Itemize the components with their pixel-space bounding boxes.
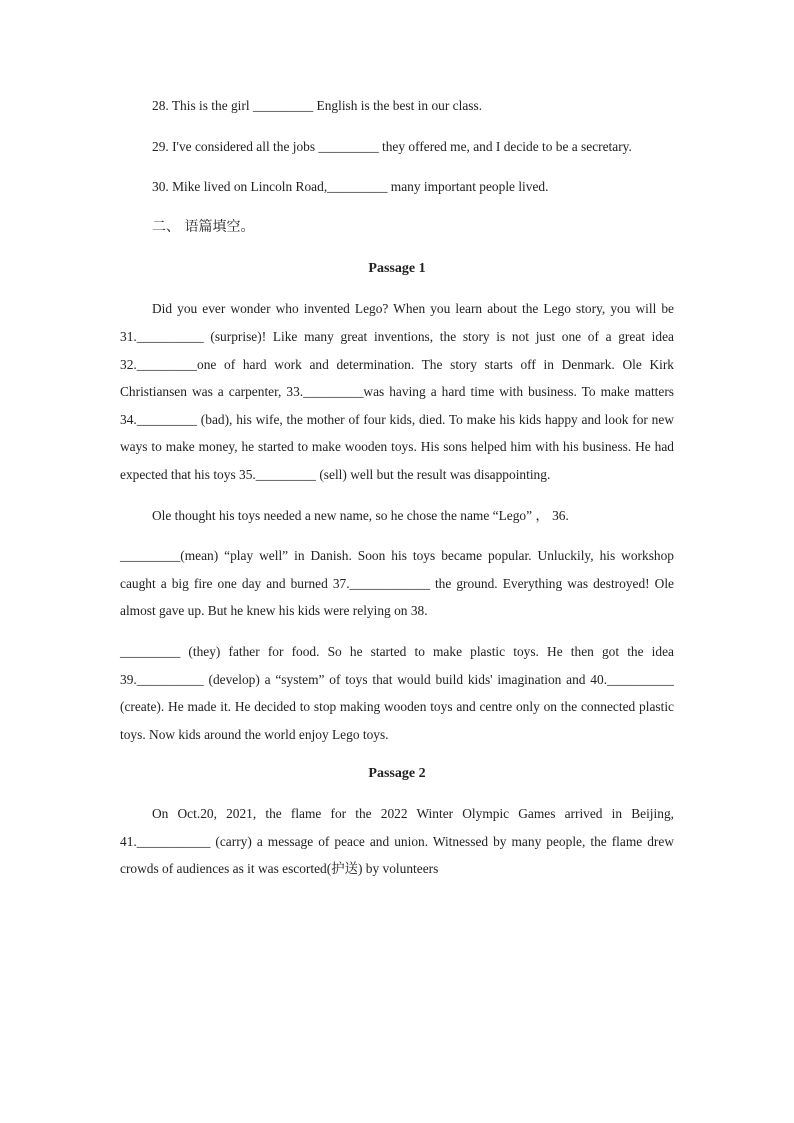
passage1-title: Passage 1 (368, 261, 426, 277)
passage1-paragraph-2-line1: Ole thought his toys needed a new name, so he chose the name “Lego” ， 36. (152, 507, 569, 523)
exercise-30: 30. Mike lived on Lincoln Road,_________ many important people lived. (152, 179, 549, 195)
exercise-29: 29. I've considered all the jobs _________ they offered me, and I decide to be a secretary. (152, 138, 632, 154)
passage2-paragraph-1: On Oct.20, 2021, the flame for the 2022 Winter Olympic Games arrived in Beijing, 41.___________ (carry) a message of peace and union. Witnessed by many people, the flame drew crowds of audiences as it was escorted(护送) by volunteers (120, 806, 674, 877)
section-heading: 二、 语篇填空。 (152, 218, 255, 235)
passage1-paragraph-3: _________ (they) father for food. So he started to make plastic toys. He then got the idea 39.__________ (develop) a “system” of toys that would build kids' imagination and 40.__________ (create). He made it. He decided to stop making wooden toys and centre only on the connected plastic toys. Now kids around the world enjoy Lego toys. (120, 643, 674, 742)
passage2-title: Passage 2 (368, 766, 426, 782)
worksheet-page (120, 92, 674, 883)
passage1-paragraph-2: _________(mean) “play well” in Danish. Soon his toys became popular. Unluckily, his workshop caught a big fire one day and burned 37.____________ the ground. Everything was destroyed! Ole almost gave up. But he knew his kids were relying on 38. (120, 548, 674, 619)
passage1-paragraph-1: Did you ever wonder who invented Lego? When you learn about the Lego story, you will be 31.__________ (surprise)! Like many great inventions, the story is not just one of a great idea 32._________one of hard work and determination. The story starts off in Denmark. Ole Kirk Christiansen was a carpenter, 33._________was having a hard time with business. To make matters 34._________ (bad), his wife, the mother of four kids, died. To make his kids happy and look for new ways to make money, he started to make wooden toys. His sons helped him with his business. He had expected that his toys 35._________ (sell) well but the result was disappointing. (120, 301, 674, 482)
exercise-28: 28. This is the girl _________ English is the best in our class. (152, 98, 483, 113)
